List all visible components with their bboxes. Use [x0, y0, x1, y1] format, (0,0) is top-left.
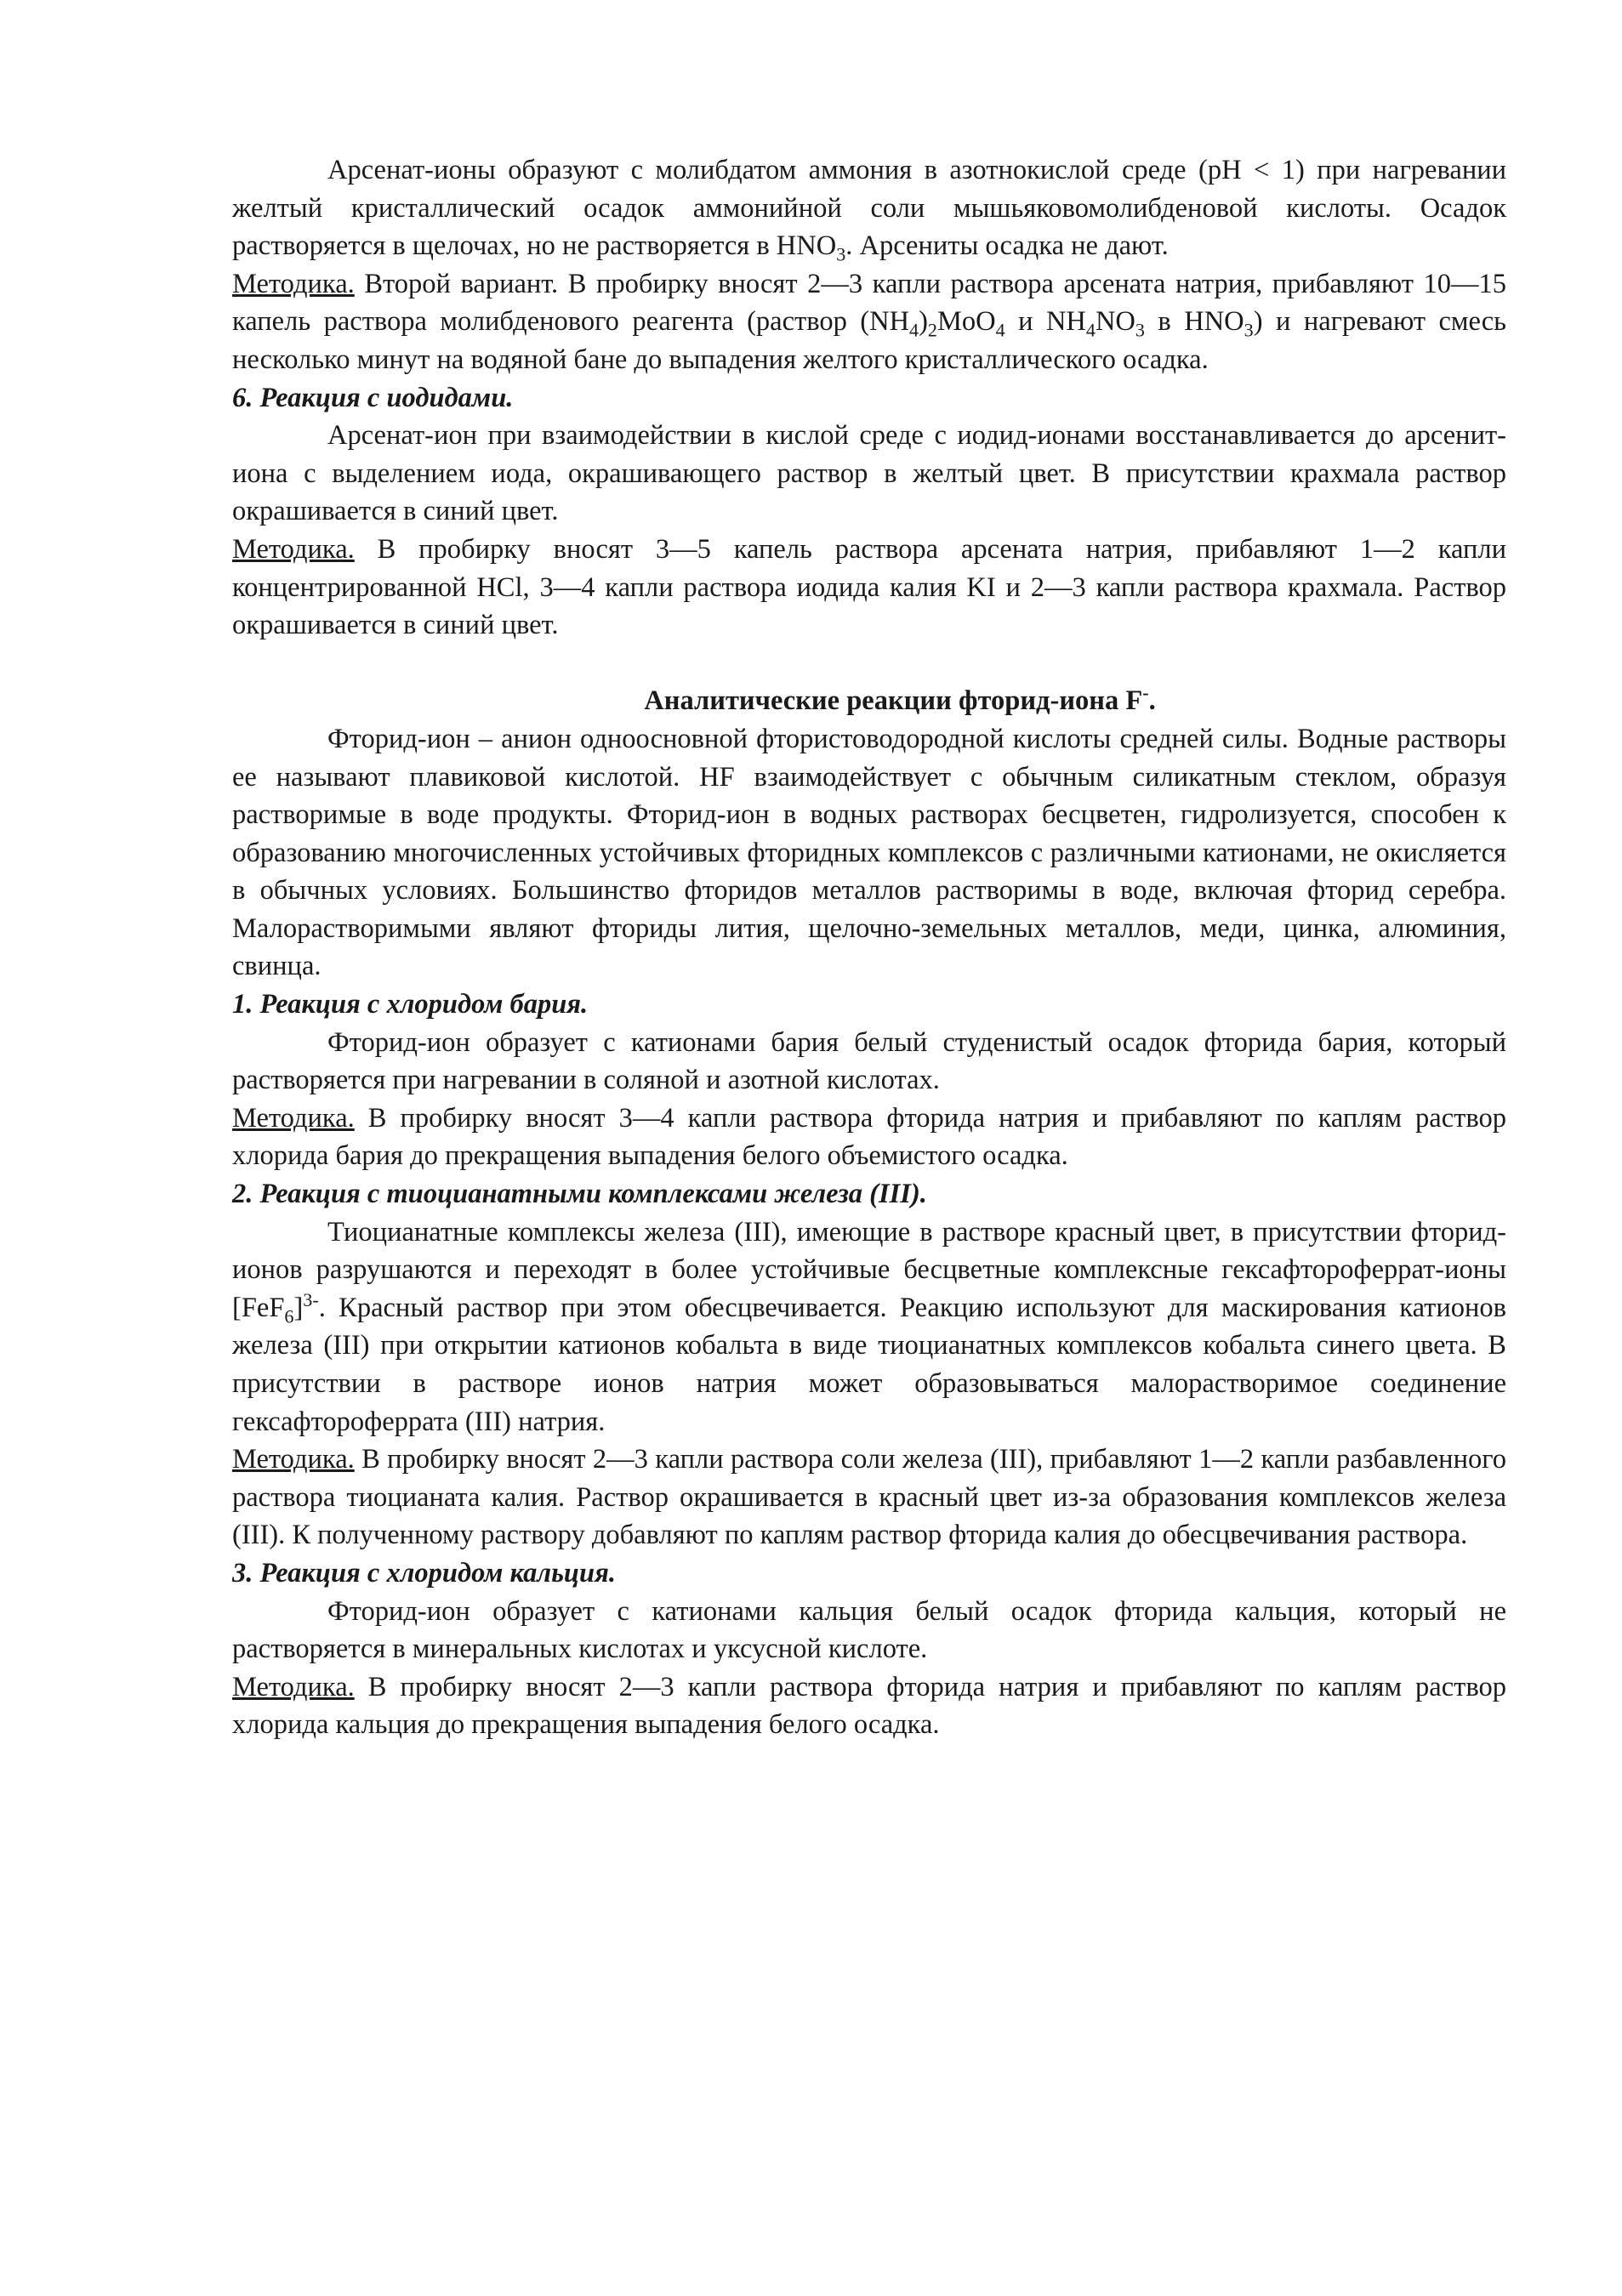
method-label: Методика. [232, 1102, 355, 1134]
heading-calcium-chloride-reaction: 3. Реакция с хлоридом кальция. [232, 1557, 616, 1588]
arsenate-molybdate-paragraph: Арсенат-ионы образуют с молибдатом аммония в азотнокислой среде (pH < 1) при нагревании желтый кристаллический осадок аммонийной соли мышьяковомолибденовой кислоты. Осадок растворяется в щелочах, но не растворяется в $HNO_3$. Арсениты осадка не дают. [232, 155, 1506, 265]
fluoride-intro-paragraph: Фторид-ион – анион одноосновной фтористоводородной кислоты средней силы. Водные растворы ее называют плавиковой кислотой. HF взаимодействует с обычным силикатным стеклом, образуя растворимые в воде продукты. Фторид-ион в водных растворах бесцветен, гидролизуется, способен к образованию многочисленных устойчивых фторидных комплексов с различными катионами, не окисляется в обычных условиях. Большинство фторидов металлов растворимы в воде, включая фторид серебра. Малорастворимыми являют фториды лития, щелочно-земельных металлов, меди, цинка, алюминия, свинца. [232, 723, 1506, 982]
method-label: Методика. [232, 1671, 355, 1702]
method-label: Методика. [232, 533, 355, 565]
method-paragraph-iodide: Методика. В пробирку вносят 3—5 капель раствора арсената натрия, прибавляют 1—2 капли концентрированной HCl, 3—4 капли раствора иодида калия KI и 2—3 капли раствора крахмала. Раствор окрашивается в синий цвет. [232, 533, 1506, 641]
heading-barium-chloride-reaction: 1. Реакция с хлоридом бария. [232, 989, 589, 1020]
thiocyanate-reaction-paragraph: Тиоцианатные комплексы железа (III), имеющие в растворе красный цвет, в присутствии фторид-ионов разрушаются и переходят в более устойчивые бесцветные комплексные гексафтороферрат-ионы $[FeF_6]^{3-}$. Красный раствор при этом обесцвечивается. Реакцию используют для маскирования катионов железа (III) при открытии катионов кобальта в виде тиоцианатных комплексов кобальта синего цвета. В присутствии в растворе ионов натрия может образовываться малорастворимое соединение гексафтороферрата (III) натрия. [232, 1216, 1506, 1437]
method-paragraph-thiocyanate: Методика. В пробирку вносят 2—3 капли раствора соли железа (III), прибавляют 1—2 капли разбавленного раствора тиоцианата калия. Раствор окрашивается в красный цвет из-за образования комплексов железа (III). К полученному раствору добавляют по каплям раствор фторида калия до обесцвечивания раствора. [232, 1444, 1506, 1551]
section-title-fluoride: Аналитические реакции фторид-иона F-. [644, 682, 1156, 717]
method-paragraph-molybdate: Методика. Второй вариант. В пробирку вносят 2—3 капли раствора арсената натрия, прибавляют 10—15 капель раствора молибденового реагента (раствор $(NH_4)_2MoO_4$ и $NH_4NO_3$ в $HNO_3$) и нагревают смесь несколько минут на водяной бане до выпадения желтого кристаллического осадка. [232, 268, 1506, 375]
section-spacer [232, 645, 1506, 683]
iodide-reaction-paragraph: Арсенат-ион при взаимодействии в кислой среде с иодид-ионами восстанавливается до арсенит-иона с выделением иода, окрашивающего раствор в желтый цвет. В присутствии крахмала раствор окрашивается в синий цвет. [232, 420, 1506, 527]
heading-thiocyanate-reaction: 2. Реакция с тиоцианатными комплексами железа (III). [232, 1179, 927, 1210]
heading-iodide-reaction: 6. Реакция с иодидами. [232, 382, 514, 413]
method-label: Методика. [232, 1444, 355, 1475]
method-label: Методика. [232, 268, 355, 299]
document-page [232, 151, 1506, 1744]
method-paragraph-barium: Методика. В пробирку вносят 3—4 капли раствора фторида натрия и прибавляют по каплям раствор хлорида бария до прекращения выпадения белого объемистого осадка. [232, 1102, 1506, 1172]
method-paragraph-calcium: Методика. В пробирку вносят 2—3 капли раствора фторида натрия и прибавляют по каплям раствор хлорида кальция до прекращения выпадения белого осадка. [232, 1671, 1506, 1741]
barium-reaction-paragraph: Фторид-ион образует с катионами бария белый студенистый осадок фторида бария, который растворяется при нагревании в соляной и азотной кислотах. [232, 1026, 1506, 1096]
calcium-reaction-paragraph: Фторид-ион образует с катионами кальция белый осадок фторида кальция, который не растворяется в минеральных кислотах и уксусной кислоте. [232, 1595, 1506, 1665]
